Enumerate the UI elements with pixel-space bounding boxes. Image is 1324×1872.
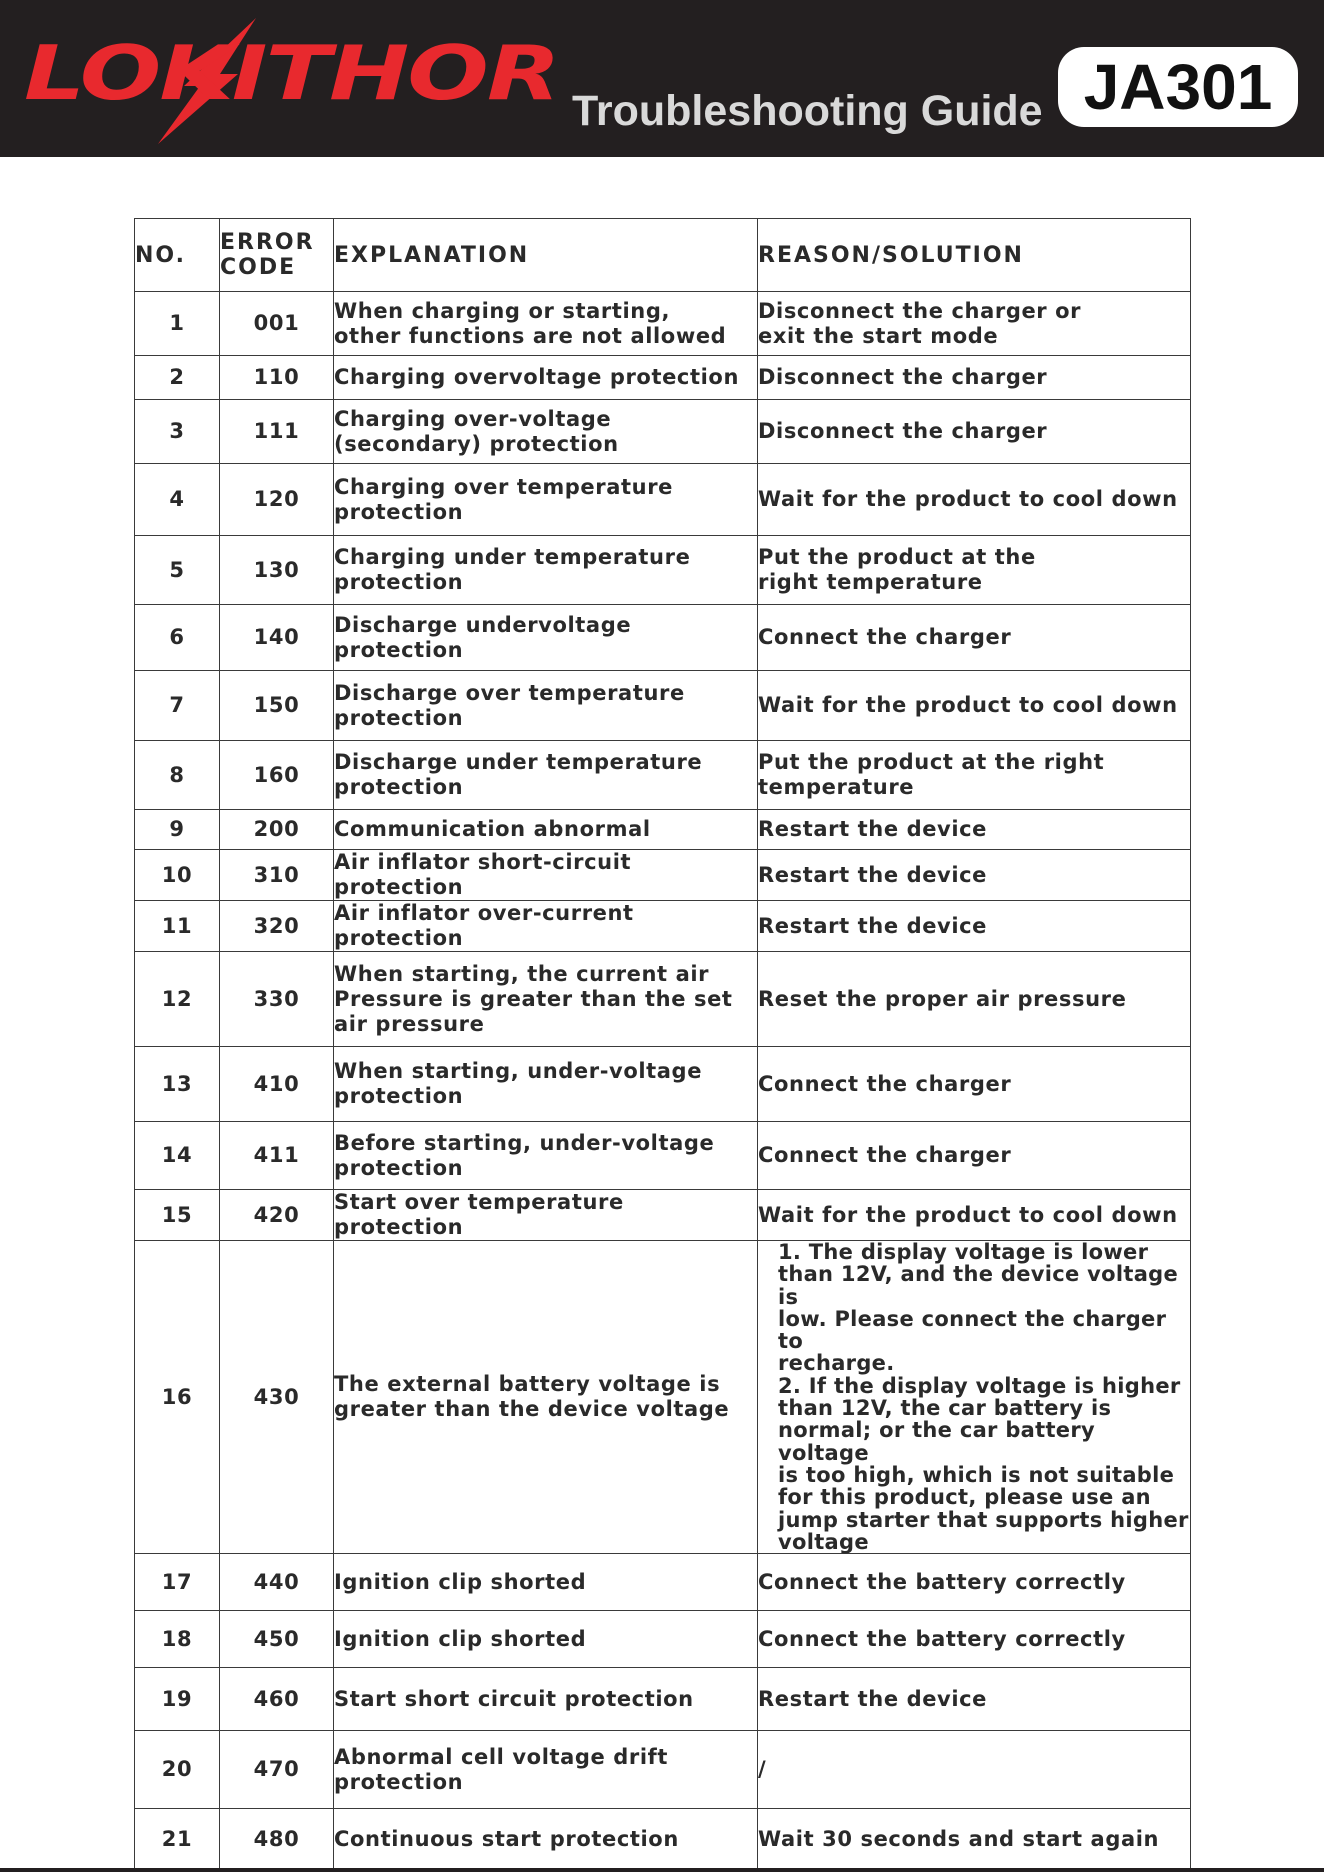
row-number: 6 <box>135 605 220 671</box>
explanation-cell: Communication abnormal <box>334 810 758 850</box>
table-row <box>135 1122 1191 1190</box>
row-number: 17 <box>135 1554 220 1611</box>
header-reason-solution: REASON/SOLUTION <box>758 219 1191 292</box>
row-number: 4 <box>135 464 220 536</box>
row-number: 15 <box>135 1190 220 1241</box>
solution-cell: 1. The display voltage is lower than 12V, and the device voltage is low. Please connect the charger to recharge. 2. If the display voltage is higher than 12V, the car battery is normal; or the car battery voltage is too high, which is not suitable for this product, please use an jump starter that supports higher voltage <box>758 1241 1191 1554</box>
table-row <box>135 536 1191 605</box>
explanation-cell: The external battery voltage is greater than the device voltage <box>334 1241 758 1554</box>
model-number: JA301 <box>1083 51 1273 123</box>
solution-cell: Restart the device <box>758 901 1191 952</box>
solution-cell: Connect the charger <box>758 1047 1191 1122</box>
solution-cell: Restart the device <box>758 810 1191 850</box>
header-error-code: ERROR CODE <box>220 219 334 292</box>
brand-logo <box>24 16 559 148</box>
row-number: 19 <box>135 1668 220 1731</box>
solution-cell: Wait for the product to cool down <box>758 671 1191 741</box>
table-row <box>135 1809 1191 1870</box>
error-code: 470 <box>220 1731 334 1809</box>
explanation-cell: When charging or starting, other functions are not allowed <box>334 292 758 356</box>
table-row <box>135 810 1191 850</box>
error-code: 480 <box>220 1809 334 1870</box>
table-row <box>135 1731 1191 1809</box>
table-row <box>135 952 1191 1047</box>
row-number: 2 <box>135 356 220 400</box>
brand-name: LOKITHOR <box>24 29 559 118</box>
table-row <box>135 671 1191 741</box>
explanation-cell: Ignition clip shorted <box>334 1554 758 1611</box>
explanation-cell: Ignition clip shorted <box>334 1611 758 1668</box>
table-row <box>135 1611 1191 1668</box>
solution-cell: Connect the charger <box>758 605 1191 671</box>
solution-cell: Put the product at the right temperature <box>758 536 1191 605</box>
explanation-cell: Discharge over temperature protection <box>334 671 758 741</box>
error-code: 320 <box>220 901 334 952</box>
error-code: 111 <box>220 400 334 464</box>
table-row <box>135 1241 1191 1554</box>
explanation-cell: Charging over-voltage (secondary) protection <box>334 400 758 464</box>
explanation-cell: When starting, under-voltage protection <box>334 1047 758 1122</box>
error-code: 410 <box>220 1047 334 1122</box>
error-code: 110 <box>220 356 334 400</box>
row-number: 13 <box>135 1047 220 1122</box>
error-code: 450 <box>220 1611 334 1668</box>
row-number: 5 <box>135 536 220 605</box>
error-code: 460 <box>220 1668 334 1731</box>
row-number: 7 <box>135 671 220 741</box>
solution-cell: Connect the charger <box>758 1122 1191 1190</box>
row-number: 12 <box>135 952 220 1047</box>
table-row <box>135 1554 1191 1611</box>
page-title: Troubleshooting Guide <box>572 87 1043 135</box>
explanation-cell: Start short circuit protection <box>334 1668 758 1731</box>
solution-cell: Put the product at the right temperature <box>758 741 1191 810</box>
table-row <box>135 1190 1191 1241</box>
table-row <box>135 1047 1191 1122</box>
table-row <box>135 1668 1191 1731</box>
row-number: 21 <box>135 1809 220 1870</box>
solution-cell: Wait for the product to cool down <box>758 464 1191 536</box>
error-code: 420 <box>220 1190 334 1241</box>
solution-cell: Reset the proper air pressure <box>758 952 1191 1047</box>
table-row <box>135 741 1191 810</box>
error-code: 160 <box>220 741 334 810</box>
header-no: NO. <box>135 219 220 292</box>
explanation-cell: Discharge undervoltage protection <box>334 605 758 671</box>
table-row <box>135 400 1191 464</box>
solution-cell: Connect the battery correctly <box>758 1554 1191 1611</box>
row-number: 11 <box>135 901 220 952</box>
row-number: 16 <box>135 1241 220 1554</box>
table-row <box>135 464 1191 536</box>
solution-cell: Disconnect the charger <box>758 400 1191 464</box>
table-row <box>135 292 1191 356</box>
explanation-cell: When starting, the current air Pressure is greater than the set air pressure <box>334 952 758 1047</box>
error-code: 440 <box>220 1554 334 1611</box>
table-row <box>135 901 1191 952</box>
solution-cell: Wait 30 seconds and start again <box>758 1809 1191 1870</box>
explanation-cell: Charging over temperature protection <box>334 464 758 536</box>
solution-cell: Restart the device <box>758 850 1191 901</box>
table-row <box>135 850 1191 901</box>
explanation-cell: Abnormal cell voltage drift protection <box>334 1731 758 1809</box>
explanation-cell: Discharge under temperature protection <box>334 741 758 810</box>
header-explanation: EXPLANATION <box>334 219 758 292</box>
table-header-row <box>135 219 1191 292</box>
troubleshooting-table <box>134 218 1191 1870</box>
explanation-cell: Charging under temperature protection <box>334 536 758 605</box>
row-number: 3 <box>135 400 220 464</box>
footer-divider <box>0 1868 1324 1872</box>
solution-cell: Disconnect the charger <box>758 356 1191 400</box>
row-number: 18 <box>135 1611 220 1668</box>
row-number: 9 <box>135 810 220 850</box>
explanation-cell: Air inflator over-current protection <box>334 901 758 952</box>
error-code: 330 <box>220 952 334 1047</box>
explanation-cell: Start over temperature protection <box>334 1190 758 1241</box>
error-code: 001 <box>220 292 334 356</box>
error-code: 200 <box>220 810 334 850</box>
row-number: 1 <box>135 292 220 356</box>
table-row <box>135 356 1191 400</box>
solution-cell: / <box>758 1731 1191 1809</box>
error-code: 120 <box>220 464 334 536</box>
explanation-cell: Air inflator short-circuit protection <box>334 850 758 901</box>
error-code: 130 <box>220 536 334 605</box>
explanation-cell: Before starting, under-voltage protection <box>334 1122 758 1190</box>
row-number: 8 <box>135 741 220 810</box>
row-number: 14 <box>135 1122 220 1190</box>
explanation-cell: Continuous start protection <box>334 1809 758 1870</box>
header-bar <box>0 0 1324 157</box>
error-code: 310 <box>220 850 334 901</box>
model-badge <box>1058 47 1298 127</box>
row-number: 20 <box>135 1731 220 1809</box>
solution-cell: Wait for the product to cool down <box>758 1190 1191 1241</box>
row-number: 10 <box>135 850 220 901</box>
error-code: 411 <box>220 1122 334 1190</box>
solution-cell: Restart the device <box>758 1668 1191 1731</box>
table-row <box>135 605 1191 671</box>
explanation-cell: Charging overvoltage protection <box>334 356 758 400</box>
error-code: 150 <box>220 671 334 741</box>
solution-cell: Disconnect the charger or exit the start mode <box>758 292 1191 356</box>
error-code: 430 <box>220 1241 334 1554</box>
solution-cell: Connect the battery correctly <box>758 1611 1191 1668</box>
error-code: 140 <box>220 605 334 671</box>
